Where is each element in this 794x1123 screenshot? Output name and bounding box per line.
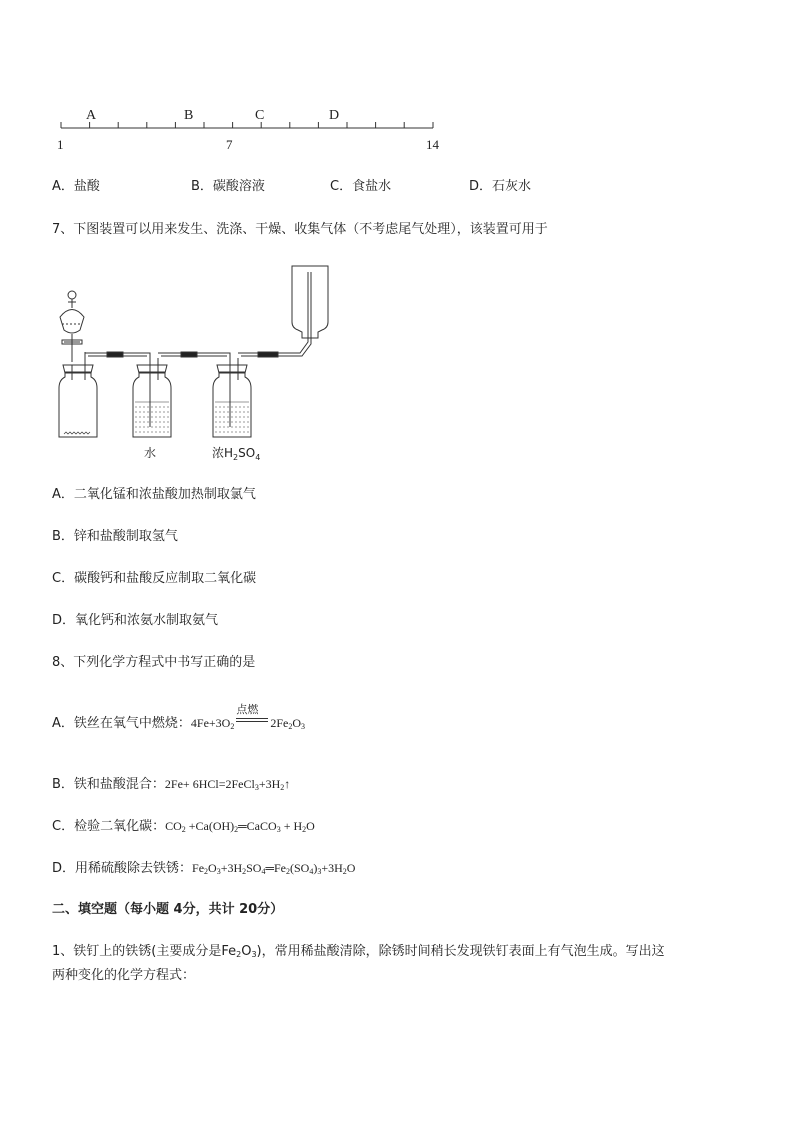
q8-c-prefix: C．检验二氧化碳： xyxy=(52,819,166,834)
q8-a-prefix: A．铁丝在氧气中燃烧： xyxy=(52,716,191,731)
scale-point-c: C xyxy=(255,108,265,123)
q7-stem: 7、下图装置可以用来发生、洗涤、干燥、收集气体（不考虑尾气处理），该装置可用于 xyxy=(52,222,548,237)
q8-b-equation: $2Fe+ 6HCl=2FeCl_3+3H_2↑$ xyxy=(164,777,291,792)
q8-a-condition-arrow xyxy=(234,703,270,732)
q8-b-prefix: B．铁和盐酸混合： xyxy=(52,777,165,792)
q8-option-d[interactable] xyxy=(52,859,355,878)
q7-option-d[interactable]: D．氧化钙和浓氨水制取氨气 xyxy=(52,613,219,628)
scale-tick-1: 1 xyxy=(57,137,64,152)
q8-c-equation: $CO_2$ $+Ca(OH)_2═CaCO_3 + H_2O$ xyxy=(165,819,315,834)
label-conc-sulfuric: 浓$H_2SO_4$ xyxy=(212,446,261,462)
scale-point-b: B xyxy=(184,108,194,123)
scale-tick-7: 7 xyxy=(226,137,233,152)
q8-a-left: $4Fe+3O_2$ xyxy=(190,716,235,731)
label-water: 水 xyxy=(144,446,157,460)
q6-option-c[interactable]: C．食盐水 xyxy=(330,179,392,194)
scale-point-d: D xyxy=(329,108,340,123)
scale-point-a: A xyxy=(86,108,97,123)
q8-a-condition: 点燃 xyxy=(236,703,259,716)
q8-option-c[interactable] xyxy=(52,817,315,836)
ph-scale-line xyxy=(50,100,450,160)
fill-q1-line2: 两种变化的化学方程式： xyxy=(52,968,196,983)
q8-d-equation: $Fe_2O_3+3H_2SO_4═Fe_2(SO_4)_3+3H_2O$ xyxy=(192,861,356,876)
fill-q1-line1: 1、铁钉上的铁锈(主要成分是$Fe_2O_3$)，常用稀盐酸清除，除锈时间稍长发现铁钉表面上有气泡生成。写出这 xyxy=(52,944,665,959)
q7-option-c[interactable]: C．碳酸钙和盐酸反应制取二氧化碳 xyxy=(52,571,257,586)
gas-apparatus-figure xyxy=(50,262,350,462)
q7-option-b[interactable]: B．锌和盐酸制取氢气 xyxy=(52,529,178,544)
q8-d-prefix: D．用稀硫酸除去铁锈： xyxy=(52,861,193,876)
q7-option-a[interactable]: A．二氧化锰和浓盐酸加热制取氯气 xyxy=(52,487,256,502)
q8-option-b[interactable] xyxy=(52,775,290,794)
q6-option-a[interactable]: A．盐酸 xyxy=(52,179,100,194)
section-2-title: 二、填空题（每小题 4分，共计 20分） xyxy=(52,902,284,917)
q6-option-d[interactable]: D．石灰水 xyxy=(469,179,532,194)
scale-tick-14: 14 xyxy=(426,137,439,152)
q8-stem: 8、下列化学方程式中书写正确的是 xyxy=(52,655,256,670)
q8-option-a[interactable] xyxy=(52,703,306,733)
q6-option-b[interactable]: B．碳酸溶液 xyxy=(191,179,265,194)
q8-a-right: $2Fe_2O_3$ xyxy=(270,716,306,731)
